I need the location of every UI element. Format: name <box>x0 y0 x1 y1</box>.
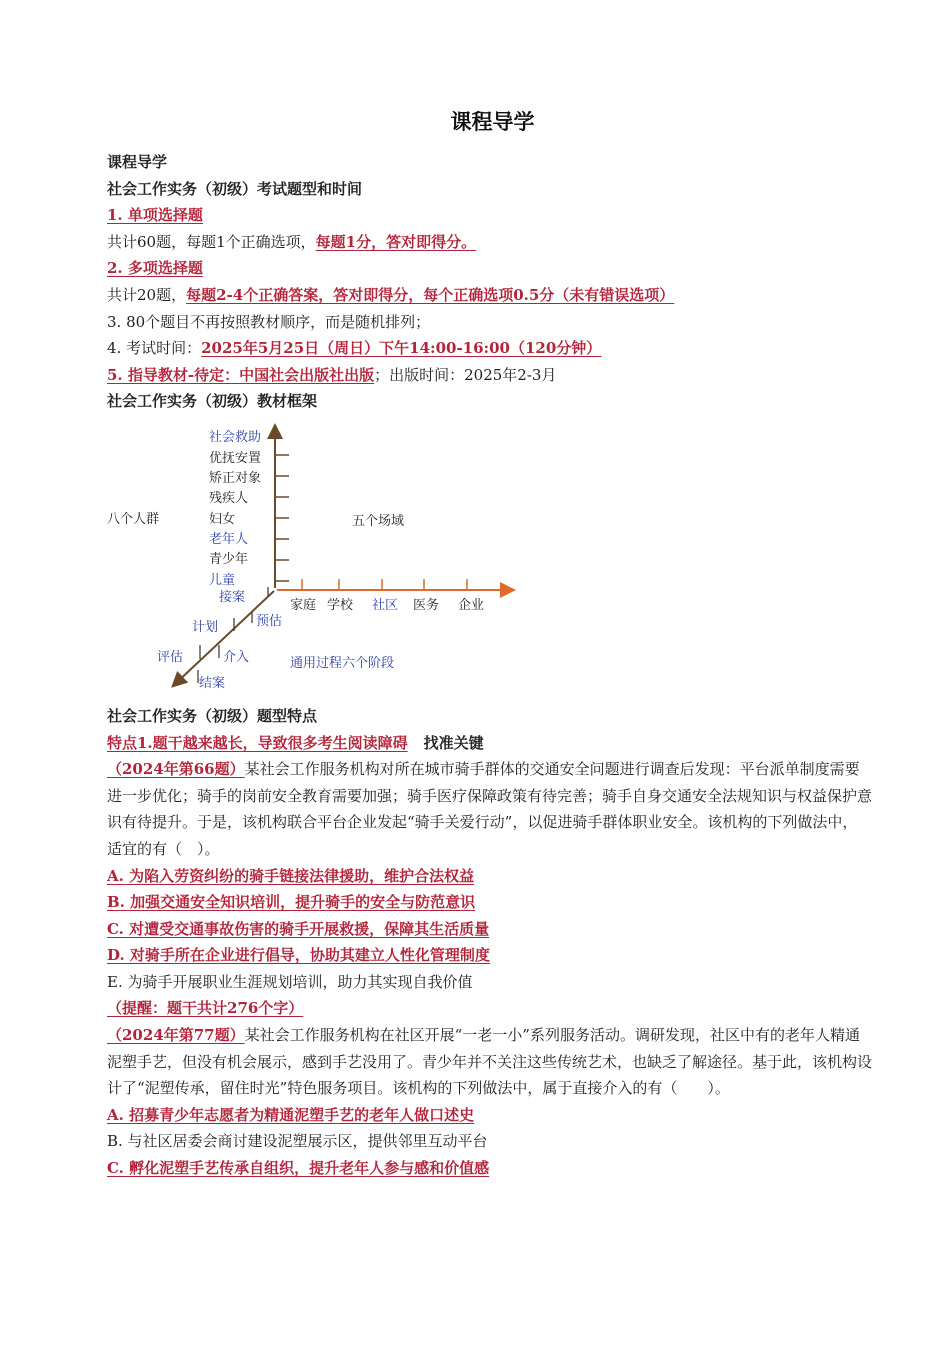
horizontal-ticks <box>302 579 467 590</box>
page-title: 课程导学 <box>450 109 535 134</box>
q77-option-a: A. 招募青少年志愿者为精通泥塑手艺的老年人做口述史 <box>107 1105 475 1124</box>
item1-emph: 每题1分，答对即得分。 <box>315 232 477 251</box>
features-heading: 社会工作实务（初级）题型特点 <box>107 706 318 725</box>
stage-label: 评估 <box>157 649 184 665</box>
q66-tag: （2024年第66题） <box>107 760 245 779</box>
framework-heading: 社会工作实务（初级）教材框架 <box>107 392 318 411</box>
item5-emph: 5. 指导教材-待定：中国社会出版社出版 <box>107 365 375 384</box>
people-label: 青少年 <box>209 551 249 567</box>
item2-text <box>107 282 872 309</box>
item4-emph: 2025年5月25日（周日）下午14:00-16:00（120分钟） <box>201 339 602 358</box>
item5-plain: ；出版时间：2025年2-3月 <box>374 365 557 384</box>
field-label: 家庭 <box>290 597 317 613</box>
field-label: 社区 <box>372 597 399 613</box>
stage-label: 介入 <box>223 649 250 665</box>
q77-stem <box>107 1022 872 1102</box>
document-body <box>107 149 872 1182</box>
q66-option-a: A. 为陷入劳资纠纷的骑手链接法律援助，维护合法权益 <box>107 866 475 885</box>
q77-tag: （2024年第77题） <box>107 1026 245 1045</box>
feature1-emph: 特点1.题干越来越长，导致很多考生阅读障碍 <box>107 733 408 752</box>
q77-text: 某社会工作服务机构在社区开展“一老一小”系列服务活动。调研发现，社区中有的老年人精通泥塑手艺，但没有机会展示，感到手艺没用了。青少年并不关注这些传统艺术，也缺乏了解途径。基于此，该机构设计了“泥塑传承，留住时光”特色服务项目。该机构的下列做法中，属于直接介入的有（ ）。 <box>107 1026 873 1098</box>
stage-label: 预估 <box>256 613 283 629</box>
diagonal-axis <box>174 591 274 685</box>
item4 <box>107 335 872 362</box>
q66-stem <box>107 756 872 862</box>
people-label: 优抚安置 <box>209 450 262 466</box>
people-label: 矫正对象 <box>209 470 262 486</box>
q77-option-b: B. 与社区居委会商讨建设泥塑展示区，提供邻里互动平台 <box>107 1132 488 1151</box>
people-label: 社会救助 <box>209 429 262 445</box>
q66-option-b: B. 加强交通安全知识培训，提升骑手的安全与防范意识 <box>107 893 476 912</box>
item1-text <box>107 229 872 256</box>
people-label: 残疾人 <box>209 490 249 506</box>
item4-plain: 4. 考试时间： <box>107 339 202 358</box>
exam-heading: 社会工作实务（初级）考试题型和时间 <box>107 179 363 198</box>
people-label: 老年人 <box>209 531 249 547</box>
intro-heading: 课程导学 <box>107 153 168 171</box>
process-group-label: 通用过程六个阶段 <box>290 655 395 671</box>
vertical-ticks <box>275 455 289 581</box>
feature1 <box>107 730 872 757</box>
item2-emph: 每题2-4个正确答案，答对即得分，每个正确选项0.5分（未有错误选项） <box>186 285 675 304</box>
q66-option-c: C. 对遭受交通事故伤害的骑手开展救援，保障其生活质量 <box>107 919 490 938</box>
item2-plain: 共计20题， <box>107 285 187 304</box>
stage-label: 结案 <box>199 675 226 691</box>
framework-diagram-area <box>107 415 872 703</box>
field-label: 学校 <box>327 597 354 613</box>
q66-option-e: E. 为骑手开展职业生涯规划培训，助力其实现自我价值 <box>107 972 473 991</box>
q77-option-c: C. 孵化泥塑手艺传承自组织，提升老年人参与感和价值感 <box>107 1159 490 1178</box>
q66-option-d: D. 对骑手所在企业进行倡导，协助其建立人性化管理制度 <box>107 946 490 965</box>
field-label: 医务 <box>413 597 440 613</box>
fields-group-label: 五个场域 <box>352 513 405 529</box>
people-label: 儿童 <box>209 572 236 588</box>
framework-diagram <box>102 415 522 703</box>
stage-label: 计划 <box>192 619 219 635</box>
q66-text: 某社会工作服务机构对所在城市骑手群体的交通安全问题进行调查后发现：平台派单制度需要进一步优化；骑手的岗前安全教育需要加强；骑手医疗保障政策有待完善；骑手自身交通安全法规知识与权益保护意识有待提升。于是，该机构联合平台企业发起“骑手关爱行动”，以促进骑手群体职业安全。该机构的下列做法中，适宜的有（ ）。 <box>107 760 873 858</box>
item3: 3. 80个题目不再按照教材顺序，而是随机排列； <box>107 312 431 331</box>
field-label: 企业 <box>458 597 485 613</box>
item1-title: 1. 单项选择题 <box>107 206 203 225</box>
people-group-label: 八个人群 <box>107 511 160 527</box>
item1-plain: 共计60题，每题1个正确选项， <box>107 232 316 251</box>
q66-reminder: （提醒：题干共计276个字） <box>107 999 304 1018</box>
item2-title: 2. 多项选择题 <box>107 259 203 278</box>
feature1-plain: 找准关键 <box>423 733 484 752</box>
people-label: 妇女 <box>209 511 236 527</box>
stage-label: 接案 <box>219 589 246 605</box>
item5 <box>107 362 872 389</box>
